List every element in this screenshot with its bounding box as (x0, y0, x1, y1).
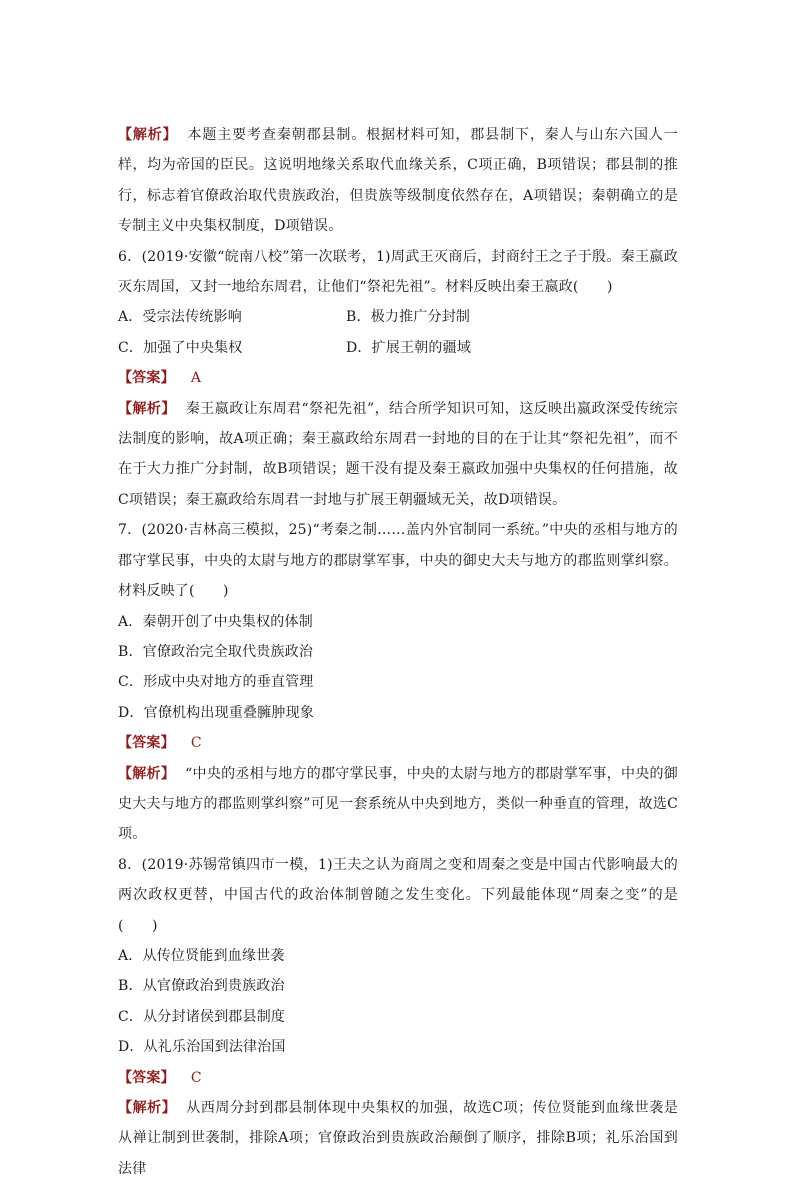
answer-value: A (190, 370, 202, 387)
answer-line (118, 1063, 678, 1093)
answer-value: C (190, 735, 202, 752)
analysis-paragraph (118, 394, 678, 516)
analysis-paragraph (118, 120, 678, 242)
option-c: C．从分封诸侯到郡县制度 (118, 1008, 286, 1025)
option-row (118, 302, 678, 332)
analysis-label: 【解析】 (118, 1100, 177, 1116)
analysis-text: 从西周分封到郡县制体现中央集权的加强，故选C项；传位贤能到血缘世袭是从禅让制到世袭制，排除A项；官僚政治到贵族政治颠倒了顺序，排除B项；礼乐治国到法律 (118, 1100, 678, 1177)
answer-value: C (190, 1069, 202, 1086)
question-6 (118, 242, 678, 516)
analysis-label: 【解析】 (118, 400, 176, 417)
analysis-label: 【解析】 (118, 765, 176, 782)
question-stem: 7．(2020·吉林高三模拟，25)“考秦之制……盖内外官制同一系统。”中央的丞相与地方的郡守掌民事，中央的太尉与地方的郡尉掌军事，中央的御史大夫与地方的郡监则掌纠察。材料反映了( ) (118, 522, 678, 600)
question-7 (118, 515, 678, 849)
option-d: D．官僚机构出现重叠臃肿现象 (118, 704, 315, 721)
option-a: A．秦朝开创了中央集权的体制 (118, 613, 313, 630)
analysis-text: “中央的丞相与地方的郡守掌民事，中央的太尉与地方的郡尉掌军事，中央的御史大夫与地方的郡监则掌纠察”可见一套系统从中央到地方，类似一种垂直的管理，故选C项。 (118, 765, 678, 843)
option-b: B．从官僚政治到贵族政治 (118, 978, 285, 995)
option-b: B．官僚政治完全取代贵族政治 (118, 643, 314, 660)
analysis-text: 本题主要考查秦朝郡县制。根据材料可知，郡县制下，秦人与山东六国人一样，均为帝国的臣民。这说明地缘关系取代血缘关系，C项正确，B项错误；郡县制的推行，标志着官僚政治取代贵族政治，但贵族等级制度依然存在，A项错误；秦朝确立的是专制主义中央集权制度，D项错误。 (118, 127, 678, 235)
option-a: A．从传位贤能到血缘世袭 (118, 947, 285, 964)
option-c: C．加强了中央集权 (118, 339, 243, 356)
answer-label: 【答案】 (118, 370, 175, 387)
analysis-label: 【解析】 (118, 127, 178, 143)
option-row (118, 333, 678, 363)
question-stem: 6．(2019·安徽“皖南八校”第一次联考，1)周武王灭商后，封商纣王之子于殷。秦王嬴政灭东周国，又封一地给东周君，让他们“祭祀先祖”。材料反映出秦王嬴政( ) (118, 248, 678, 296)
option-d: D．扩展王朝的疆域 (346, 339, 472, 356)
analysis-paragraph (118, 1093, 678, 1184)
answer-label: 【答案】 (118, 735, 175, 752)
document-page (118, 120, 678, 1184)
option-c: C．形成中央对地方的垂直管理 (118, 674, 314, 691)
answer-line (118, 728, 678, 758)
option-d: D．从礼乐治国到法律治国 (118, 1039, 286, 1056)
analysis-text: 秦王嬴政让东周君“祭祀先祖”，结合所学知识可知，这反映出嬴政深受传统宗法制度的影响，故A项正确；秦王嬴政给东周君一封地的目的在于让其“祭祀先祖”，而不在于大力推广分封制，故B项错误；题干没有提及秦王嬴政加强中央集权的任何措施，故C项错误；秦王嬴政给东周君一封地与扩展王朝疆域无关，故D项错误。 (118, 400, 678, 508)
option-b: B．极力推广分封制 (346, 309, 471, 326)
answer-label: 【答案】 (118, 1069, 175, 1086)
analysis-paragraph (118, 759, 678, 850)
question-8 (118, 850, 678, 1184)
question-stem: 8．(2019·苏锡常镇四市一模，1)王夫之认为商周之变和周秦之变是中国古代影响最大的两次政权更替，中国古代的政治体制曾随之发生变化。下列最能体现“周秦之变”的是( ) (118, 856, 678, 934)
answer-line (118, 363, 678, 393)
option-a: A．受宗法传统影响 (118, 309, 242, 326)
